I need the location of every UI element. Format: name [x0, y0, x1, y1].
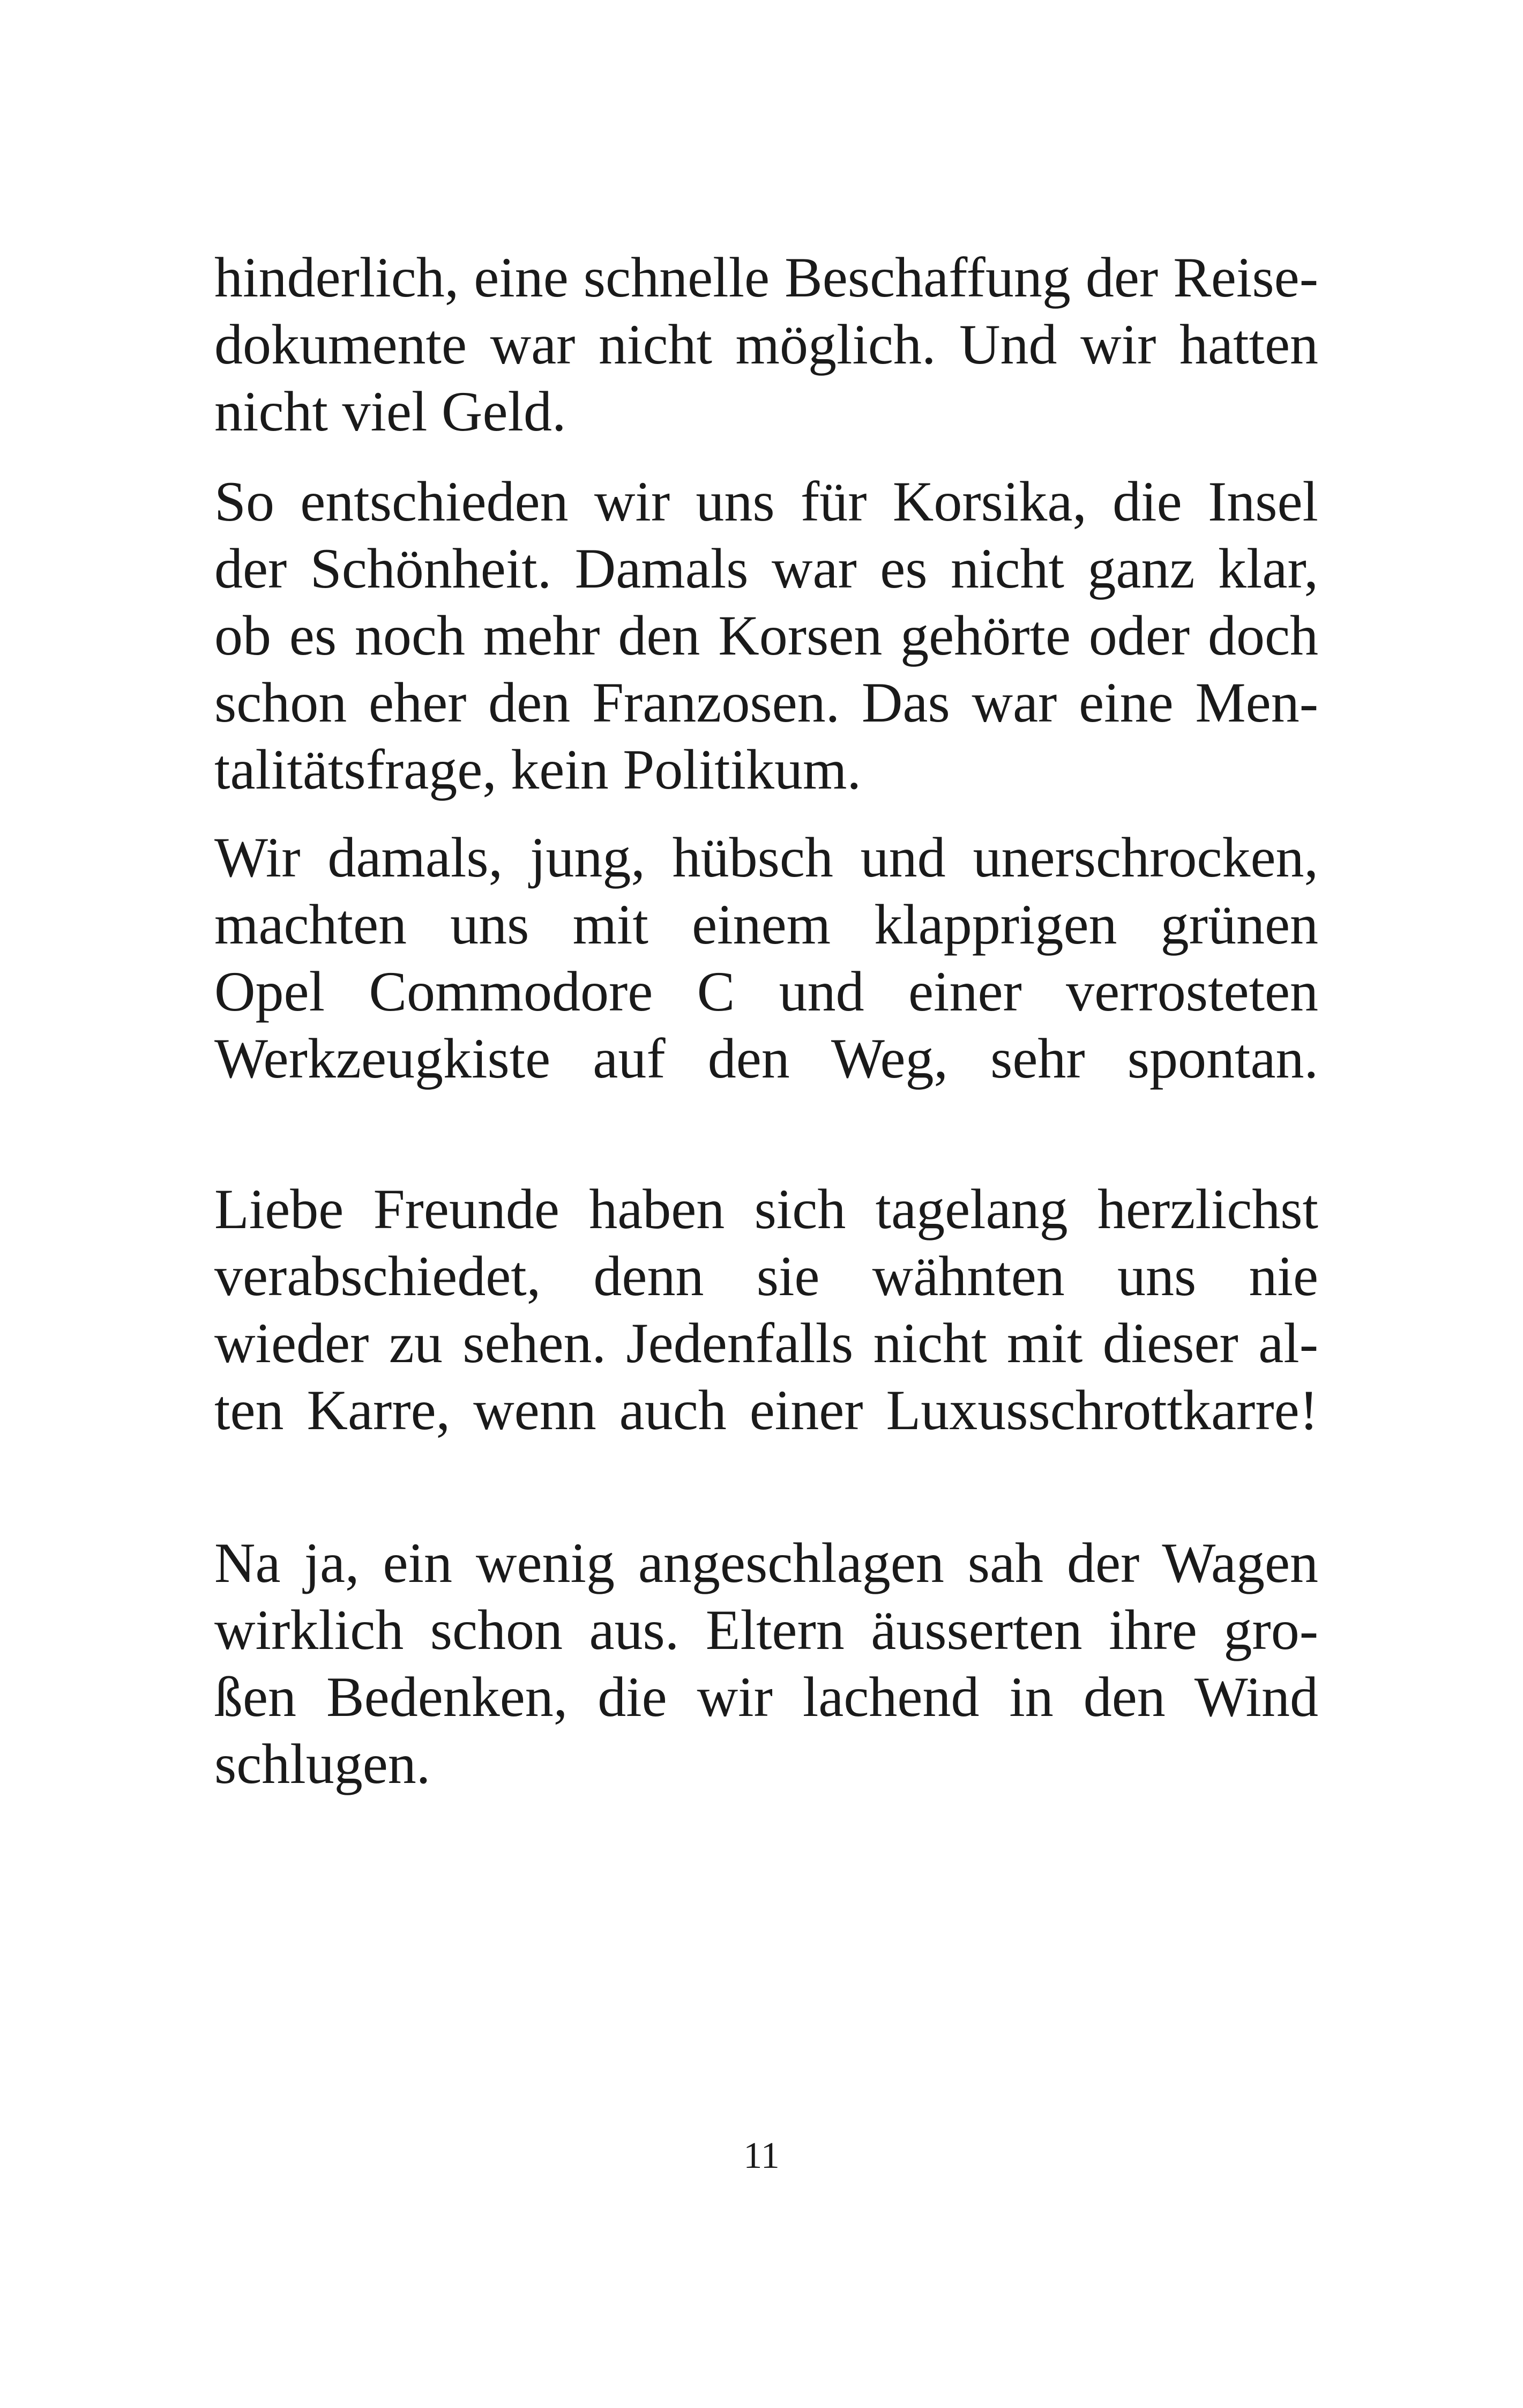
text-line: schon eher den Franzosen. Das war eine Men-	[214, 671, 1318, 734]
text-line: der Schönheit. Damals war es nicht ganz klar,	[214, 537, 1318, 600]
text-line: Liebe Freunde haben sich tagelang herzlichst	[214, 1178, 1318, 1240]
text-line: Na ja, ein wenig angeschlagen sah der Wagen	[214, 1532, 1318, 1594]
text-line: machten uns mit einem klapprigen grünen	[214, 893, 1318, 956]
paragraph-2	[214, 468, 1318, 803]
paragraph-1	[214, 244, 1318, 445]
page-number: 11	[743, 2135, 780, 2176]
text-line: wieder zu sehen. Jedenfalls nicht mit dieser al-	[214, 1312, 1318, 1374]
paragraph-4	[214, 1176, 1318, 1444]
text-line: hinderlich, eine schnelle Beschaffung der Reise-	[214, 246, 1318, 309]
text-line: ßen Bedenken, die wir lachend in den Wind	[214, 1666, 1318, 1728]
text-line: Opel Commodore C und einer verrosteten	[214, 960, 1318, 1023]
text-line: ob es noch mehr den Korsen gehörte oder doch	[214, 604, 1318, 667]
text-line: ten Karre, wenn auch einer Luxusschrottkarre!	[214, 1379, 1318, 1441]
text-line: So entschieden wir uns für Korsika, die Insel	[214, 470, 1318, 533]
text-line: Wir damals, jung, hübsch und unerschrocken,	[214, 826, 1318, 889]
paragraph-5	[214, 1529, 1318, 1797]
text-line: dokumente war nicht möglich. Und wir hatten	[214, 313, 1318, 376]
text-line: talitätsfrage, kein Politikum.	[214, 738, 861, 801]
text-line: nicht viel Geld.	[214, 380, 566, 443]
text-line: verabschiedet, denn sie wähnten uns nie	[214, 1245, 1318, 1307]
text-line: wirklich schon aus. Eltern äusserten ihre gro-	[214, 1599, 1318, 1661]
paragraph-3	[214, 824, 1318, 1092]
text-line: schlugen.	[214, 1733, 431, 1795]
text-line: Werkzeugkiste auf den Weg, sehr spontan.	[214, 1027, 1318, 1090]
